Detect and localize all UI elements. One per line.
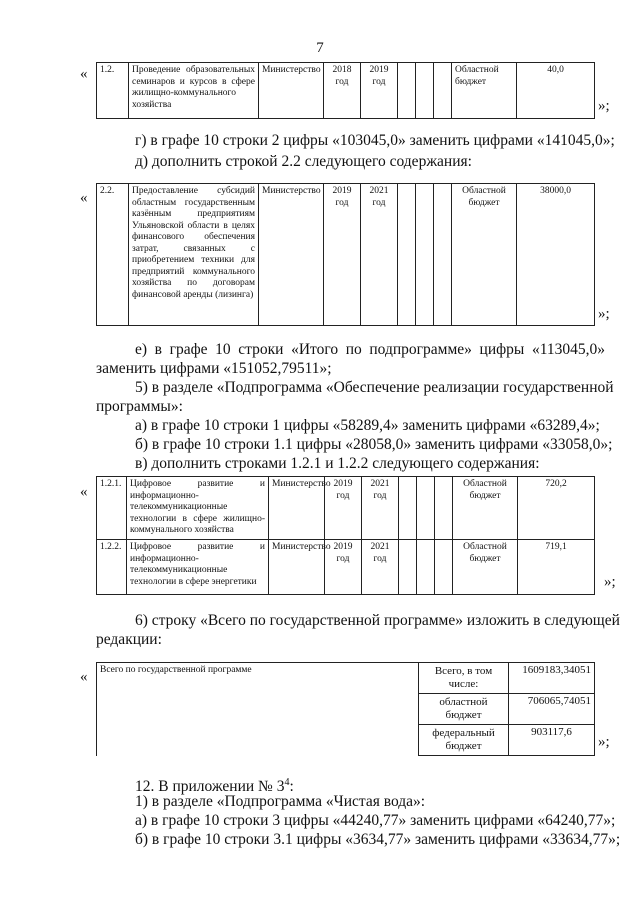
row-amount: 720,2 <box>518 477 595 540</box>
table-rows-1-2-x <box>96 476 595 595</box>
row-name: Цифровое развитие и информационно-телекоммуникационные технологии в сфере жилищно-коммунального хозяйства <box>127 477 269 540</box>
row-number: 1.2. <box>97 63 129 119</box>
paragraph-5-line1: 5) в разделе «Подпрограмма «Обеспечение реализации государственной <box>135 379 614 396</box>
paragraph-6-line2: редакции: <box>96 631 162 648</box>
regional-budget-value: 706065,74051 <box>509 694 595 725</box>
paragraph-12-superscript: 4 <box>284 777 290 788</box>
row-number: 1.2.2. <box>97 540 127 595</box>
row-amount: 38000,0 <box>517 184 595 326</box>
total-title: Всего по государственной программе <box>97 663 419 756</box>
row-name: Проведение образовательных семинаров и курсов в сфере жилищно-коммунального хозяйства <box>129 63 259 119</box>
paragraph-e-line2: заменить цифрами «151052,79511»; <box>96 360 332 377</box>
table-row-1-2 <box>96 62 595 119</box>
row-start-year: 2019 год <box>325 540 362 595</box>
row-end-year: 2019 год <box>361 63 398 119</box>
open-quote: « <box>80 66 88 82</box>
empty-cell <box>434 184 452 326</box>
empty-cell <box>435 477 453 540</box>
paragraph-12-1: 1) в разделе «Подпрограмма «Чистая вода»: <box>135 793 426 810</box>
close-quote: »; <box>604 574 616 590</box>
empty-cell <box>398 63 416 119</box>
federal-budget-value: 903117,6 <box>509 725 595 756</box>
row-end-year: 2021 год <box>362 477 399 540</box>
empty-cell <box>417 477 435 540</box>
open-quote: « <box>80 669 88 685</box>
total-label: Всего, в том числе: <box>419 663 509 694</box>
row-name: Цифровое развитие и информационно-телекоммуникационные технологии в сфере энергетики <box>127 540 269 595</box>
row-name: Предоставление субсидий областным государственным казённым предприятиям Ульяновской области в целях финансового обеспечения затрат, связанных с приобретением техники для предприятий коммунального хозяйства по договорам финансовой аренды (лизинга) <box>129 184 259 326</box>
paragraph-12-1a: а) в графе 10 строки 3 цифры «44240,77» заменить цифрами «64240,77»; <box>135 812 616 829</box>
close-quote: »; <box>598 306 610 322</box>
page-number: 7 <box>316 40 324 56</box>
table-total <box>96 662 595 756</box>
row-funding-source: Областной бюджет <box>453 540 518 595</box>
empty-cell <box>417 540 435 595</box>
close-quote: »; <box>598 734 610 750</box>
row-amount: 719,1 <box>518 540 595 595</box>
row-funding-source: Областной бюджет <box>453 477 518 540</box>
row-executor: Министерство <box>259 63 324 119</box>
paragraph-12-text: 12. В приложении № 3 <box>135 778 285 796</box>
open-quote: « <box>80 190 88 206</box>
empty-cell <box>435 540 453 595</box>
paragraph-5-line2: программы»: <box>96 398 183 415</box>
paragraph-d: д) дополнить строкой 2.2 следующего содержания: <box>135 153 472 170</box>
row-funding-source: Областной бюджет <box>452 184 517 326</box>
paragraph-12-colon: : <box>289 778 294 796</box>
open-quote: « <box>80 484 88 500</box>
row-executor: Министерство <box>269 477 325 540</box>
paragraph-5v: в) дополнить строками 1.2.1 и 1.2.2 следующего содержания: <box>135 455 540 472</box>
empty-cell <box>416 184 434 326</box>
table-row-2-2 <box>96 183 595 326</box>
row-end-year: 2021 год <box>361 184 398 326</box>
row-executor: Министерство <box>259 184 324 326</box>
row-funding-source: Областной бюджет <box>452 63 517 119</box>
empty-cell <box>434 63 452 119</box>
row-executor: Министерство <box>269 540 325 595</box>
row-end-year: 2021 год <box>362 540 399 595</box>
paragraph-5a: а) в графе 10 строки 1 цифры «58289,4» заменить цифрами «63289,4»; <box>135 417 600 434</box>
row-start-year: 2019 год <box>325 477 362 540</box>
federal-budget-label: федеральный бюджет <box>419 725 509 756</box>
row-start-year: 2019 год <box>324 184 361 326</box>
row-start-year: 2018 год <box>324 63 361 119</box>
empty-cell <box>398 184 416 326</box>
paragraph-e-line1: е) в графе 10 строки «Итого по подпрограмме» цифры «113045,0» <box>135 341 605 358</box>
empty-cell <box>399 540 417 595</box>
paragraph-12-1b: б) в графе 10 строки 3.1 цифры «3634,77» заменить цифрами «33634,77»; <box>135 831 621 848</box>
total-value: 1609183,34051 <box>509 663 595 694</box>
row-number: 2.2. <box>97 184 129 326</box>
empty-cell <box>416 63 434 119</box>
empty-cell <box>399 477 417 540</box>
paragraph-g: г) в графе 10 строки 2 цифры «103045,0» заменить цифрами «141045,0»; <box>135 132 615 149</box>
regional-budget-label: областной бюджет <box>419 694 509 725</box>
row-number: 1.2.1. <box>97 477 127 540</box>
close-quote: »; <box>598 98 610 114</box>
paragraph-6-line1: 6) строку «Всего по государственной программе» изложить в следующей <box>135 612 620 629</box>
row-amount: 40,0 <box>517 63 595 119</box>
paragraph-5b: б) в графе 10 строки 1.1 цифры «28058,0» заменить цифрами «33058,0»; <box>135 436 613 453</box>
